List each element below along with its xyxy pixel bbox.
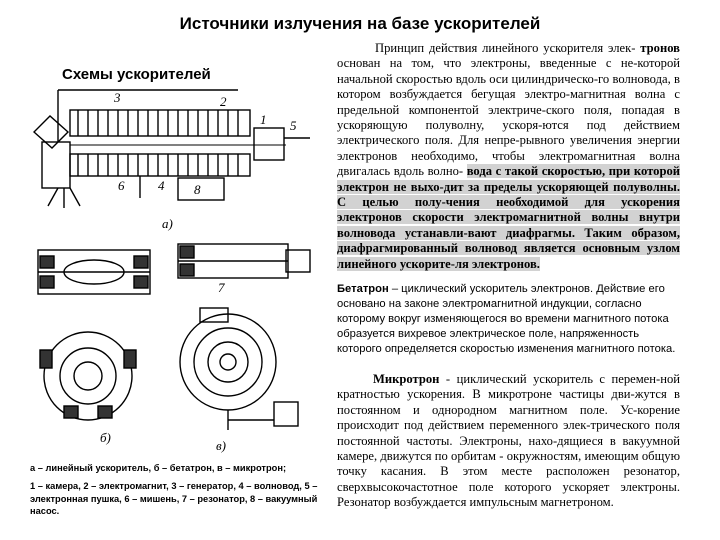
linear-heading: Принцип действия линейного ускорителя	[375, 41, 604, 55]
microtron-definition: - циклический ускоритель с перемен-ной кратностью ускорения. В микротроне частицы дви-жутся в постоянном и однородном магнитном поле. Ус-корение происходит под действием переменного элек-трического поля постоянной частоты. Электроны, нахо-дящиеся в вакуумной камере, движутся по орбитам - окружностям, имеющим общую точку касания. В этом месте расположен резонатор, сверхвысокочастотное поле которого ускоряет электроны. Резонатор возбуждается импульсным магнетроном.	[337, 372, 680, 510]
label-3: 3	[114, 90, 121, 105]
label-a: а)	[162, 216, 173, 231]
label-b: б)	[100, 430, 111, 445]
label-8: 8	[194, 182, 201, 197]
linear-paragraph	[337, 41, 680, 272]
accelerator-schemes-figure	[28, 80, 328, 460]
betatron-diagram	[38, 250, 150, 420]
label-4: 4	[158, 178, 165, 193]
figure-caption-legend: 1 – камера, 2 – электромагнит, 3 – генератор, 4 – волновод, 5 – электронная пушка, 6 – мишень, 7 – резонатор, 8 – вакуумный насос.	[30, 481, 318, 516]
label-1: 1	[260, 112, 267, 127]
label-6: 6	[118, 178, 125, 193]
label-7: 7	[218, 280, 225, 295]
linear-highlight: вода с такой скоростью, при которой электрон не выхо-дит за пределы ускоряющей полуволны. С целью полу-чения необходимой для ускорения электронов скорости электромагнитной волны внутри волновода устанавли-вают диафрагмы. Таким образом, диафрагмированный волновод является основным узлом линейного ускорите-ля электронов.	[337, 164, 681, 271]
linear-body: основан на том, что электроны, введенные с не-которой начальной скоростью вдоль оси цилиндрическо-го волновода, в котором возбуждается бегущая электро-магнитная волна с предельной компонентой электриче-ского поля, попадая в ускоряющую полуволну, ускоря-ются под действием электрического поля. Для непре-рывного увеличения энергии электронов необходимо, чтобы электромагнитная волна двигалась вдоль волно-	[337, 56, 680, 179]
figure-caption-parts: а – линейный ускоритель, б – бетатрон, в – микротрон;	[30, 463, 287, 473]
microtron-paragraph	[337, 372, 680, 511]
page-title: Источники излучения на базе ускорителей	[179, 14, 541, 33]
label-2: 2	[220, 94, 227, 109]
microtron-diagram	[178, 244, 310, 430]
microtron-text	[337, 372, 680, 511]
linear-line2-start: тронов	[640, 41, 680, 55]
label-5: 5	[290, 118, 297, 133]
linear-accelerator-text	[337, 41, 680, 272]
microtron-term: Микротрон	[373, 372, 440, 386]
label-v: в)	[216, 438, 226, 453]
linear-line1-rest: элек-	[608, 41, 636, 55]
schemes-subtitle: Схемы ускорителей	[62, 66, 211, 83]
linear-accelerator-diagram	[34, 90, 310, 208]
betatron-text	[337, 282, 680, 357]
betatron-definition: – циклический ускоритель электронов. Действие его основано на законе электромагнитной индукции, согласно которому вокруг изменяющегося во времени магнитного потока образуется вихревое электрическое поле, напряженность которого определяется скоростью изменения магнитного потока.	[337, 283, 676, 355]
betatron-term: Бетатрон	[337, 283, 389, 295]
